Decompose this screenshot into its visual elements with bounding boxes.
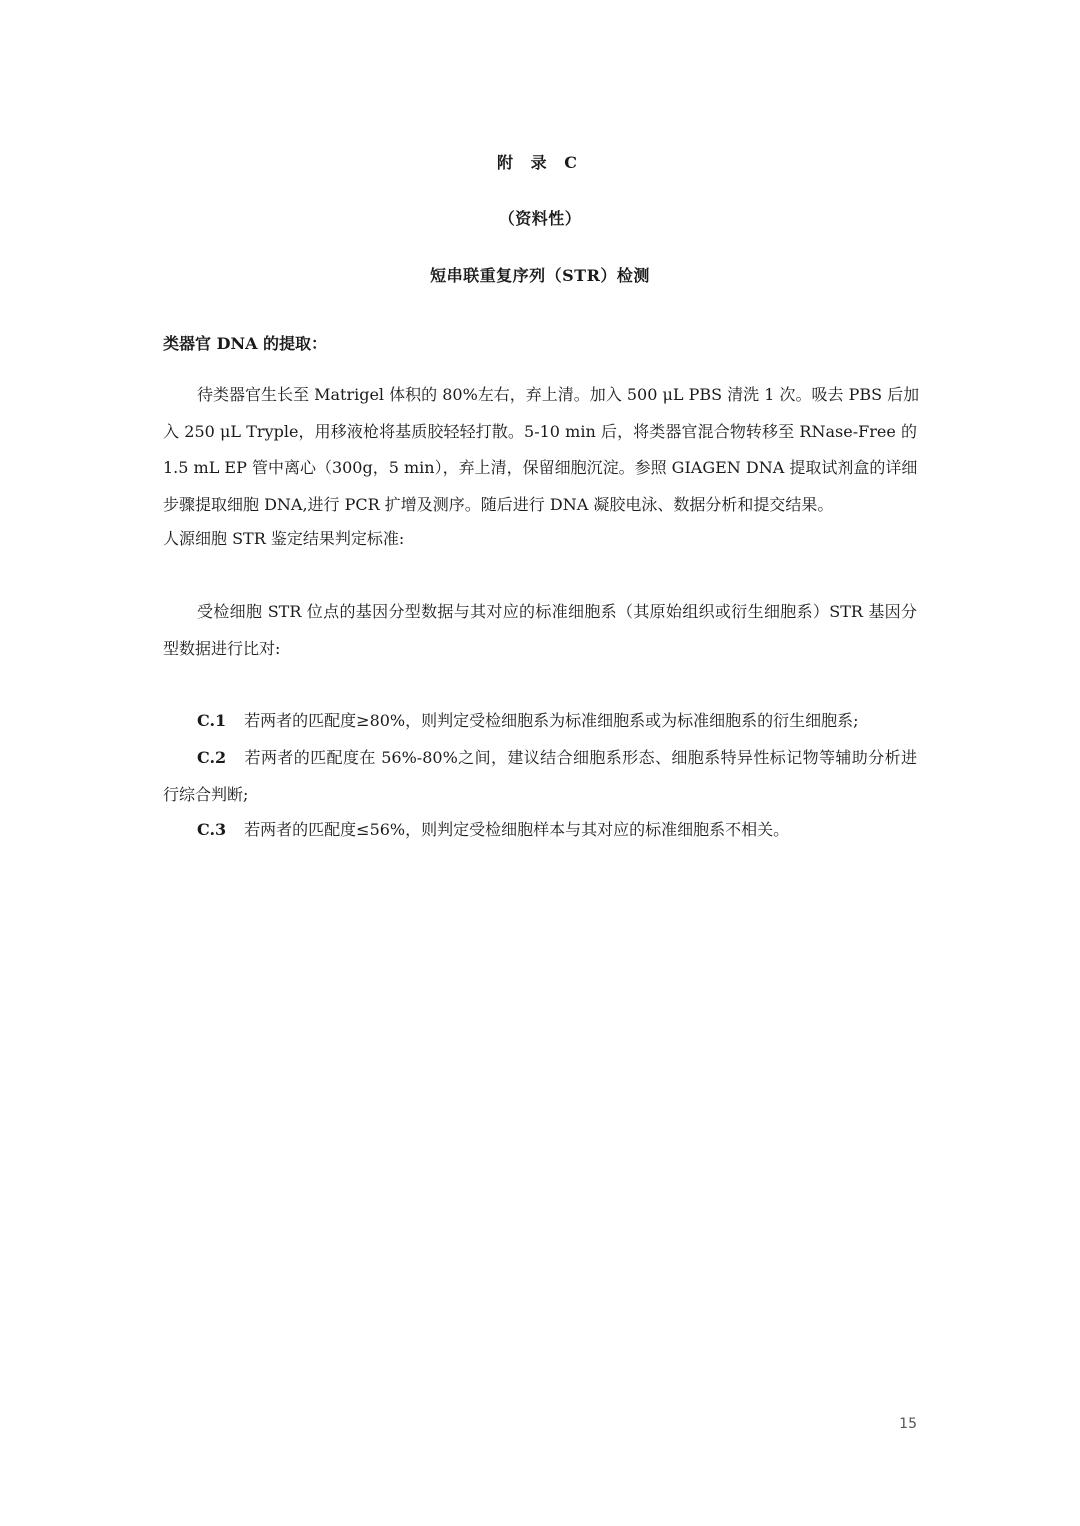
clause-text: 若两者的匹配度在 56%-80%之间，建议结合细胞系形态、细胞系特异性标记物等辅助分析进行综合判断;	[163, 748, 917, 804]
section-heading: 类器官 DNA 的提取：	[163, 334, 328, 353]
clause-c1	[163, 703, 917, 740]
clause-number: C.3	[197, 820, 227, 839]
appendix-nature: （资料性）	[498, 209, 582, 228]
paragraph-line: 入 250 μL Tryple，用移液枪将基质胶轻轻打散。5-10 min 后，将类器官混合物转移至 RNase-Free 的	[163, 421, 917, 441]
clause-text: 若两者的匹配度≥80%，则判定受检细胞系为标准细胞系或为标准细胞系的衍生细胞系;	[244, 711, 859, 730]
paragraph-line: 待类器官生长至 Matrigel 体积的 80%左右，弃上清。加入 500 μL PBS 清洗 1 次。吸去 PBS 后加	[197, 385, 920, 404]
appendix-subject: 短串联重复序列（STR）检测	[430, 266, 650, 285]
comparison-paragraph: 受检细胞 STR 位点的基因分型数据与其对应的标准细胞系（其原始组织或衍生细胞系）STR 基因分型数据进行比对:	[163, 602, 917, 658]
criteria-label: 人源细胞 STR 鉴定结果判定标准:	[163, 529, 405, 548]
paragraph-line: 1.5 mL EP 管中离心（300g，5 min），弃上清，保留细胞沉淀。参照 GIAGEN DNA 提取试剂盒的详细	[163, 458, 918, 477]
paragraph-line: 步骤提取细胞 DNA,进行 PCR 扩增及测序。随后进行 DNA 凝胶电泳、数据分析和提交结果。	[163, 494, 834, 514]
clause-text: 若两者的匹配度≤56%，则判定受检细胞样本与其对应的标准细胞系不相关。	[244, 820, 790, 839]
dna-extraction-paragraph	[163, 377, 920, 523]
clause-number: C.2	[197, 748, 227, 767]
appendix-title: 附 录 C	[497, 153, 583, 172]
clause-c2	[163, 740, 917, 813]
page-number: 15	[899, 1416, 917, 1432]
clause-number: C.1	[197, 711, 227, 730]
clause-c3	[163, 812, 917, 849]
